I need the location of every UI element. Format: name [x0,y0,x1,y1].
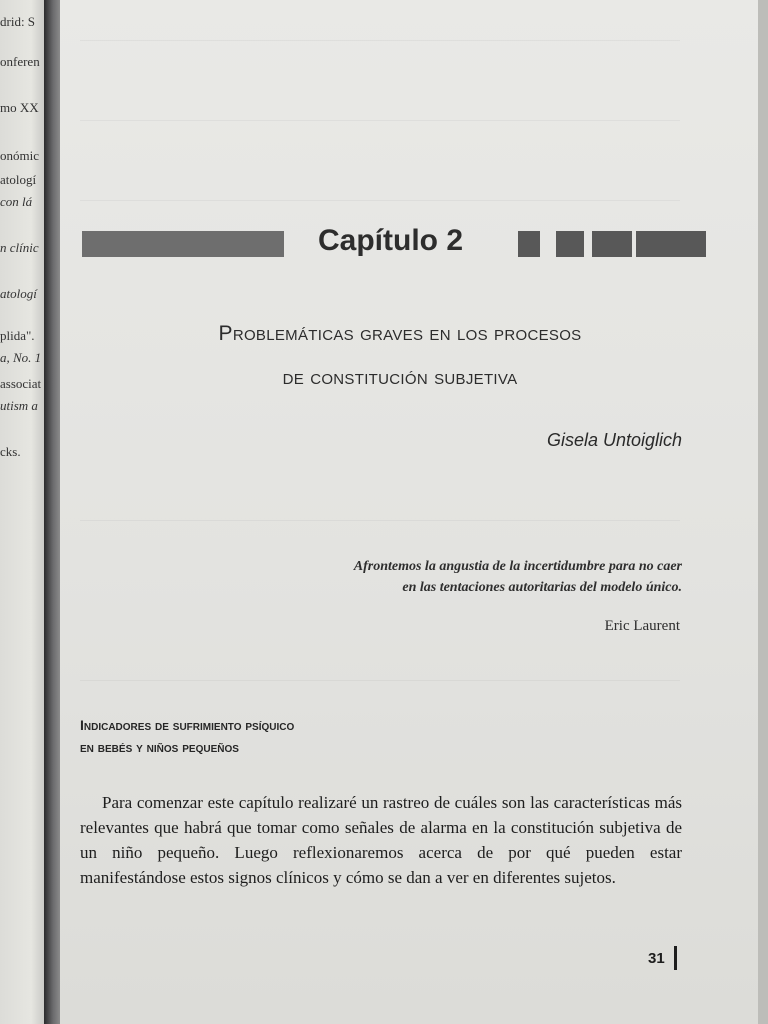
left-page-fragment: onferen [0,54,40,69]
left-page-fragment: associat [0,376,42,391]
epigraph-line: en las tentaciones autoritarias del modelo único. [402,580,682,595]
epigraph [162,556,682,598]
left-page-fragment: con lá [0,194,33,209]
left-page-fragment: n clínic [0,240,39,255]
left-page-fragment: a, No. 1 [0,350,42,365]
left-page-fragment: atologí [0,172,37,187]
decorative-block [518,231,540,257]
decorative-block [636,231,706,257]
left-page-fragment: utism a [0,398,38,413]
decorative-block [556,231,584,257]
left-page-fragment: mo XX [0,100,39,115]
chapter-author: Gisela Untoiglich [546,430,682,450]
page-number: 31 [648,950,665,967]
left-page-fragment: plida". [0,328,35,343]
left-page-fragment: atologí [0,286,37,301]
title-line: Problemáticas graves en los procesos [218,322,582,345]
left-page-fragment: cks. [0,444,21,459]
section-heading-line: Indicadores de sufrimiento psíquico [80,717,295,733]
page-edge [758,0,768,1024]
section-heading [80,714,540,758]
section-heading-line: en bebés y niños pequeños [80,739,239,755]
chapter-title: Capítulo 2 [318,224,464,257]
body-paragraph: Para comenzar este capítulo realizaré un rastreo de cuáles son las características más relevantes que habrá que tomar como señales de alarma en la constitución subjetiva de un niño pequeño. Luego reflexionaremos acerca de por qué pueden estar manifestándose estos signos clínicos y cómo se dan a ver en diferentes sujetos. [80,793,682,887]
left-page-fragment: onómic [0,148,39,163]
book-page [60,0,760,1024]
chapter-main-title [80,312,720,400]
decorative-block [592,231,632,257]
decorative-bar [82,231,284,257]
epigraph-line: Afrontemos la angustia de la incertidumbre para no caer [353,559,682,574]
epigraph-author: Eric Laurent [604,618,680,634]
page-number-rule [674,946,677,970]
title-line: de constitución subjetiva [282,366,518,389]
left-page-fragment: drid: S [0,14,36,29]
chapter-header [80,224,706,260]
